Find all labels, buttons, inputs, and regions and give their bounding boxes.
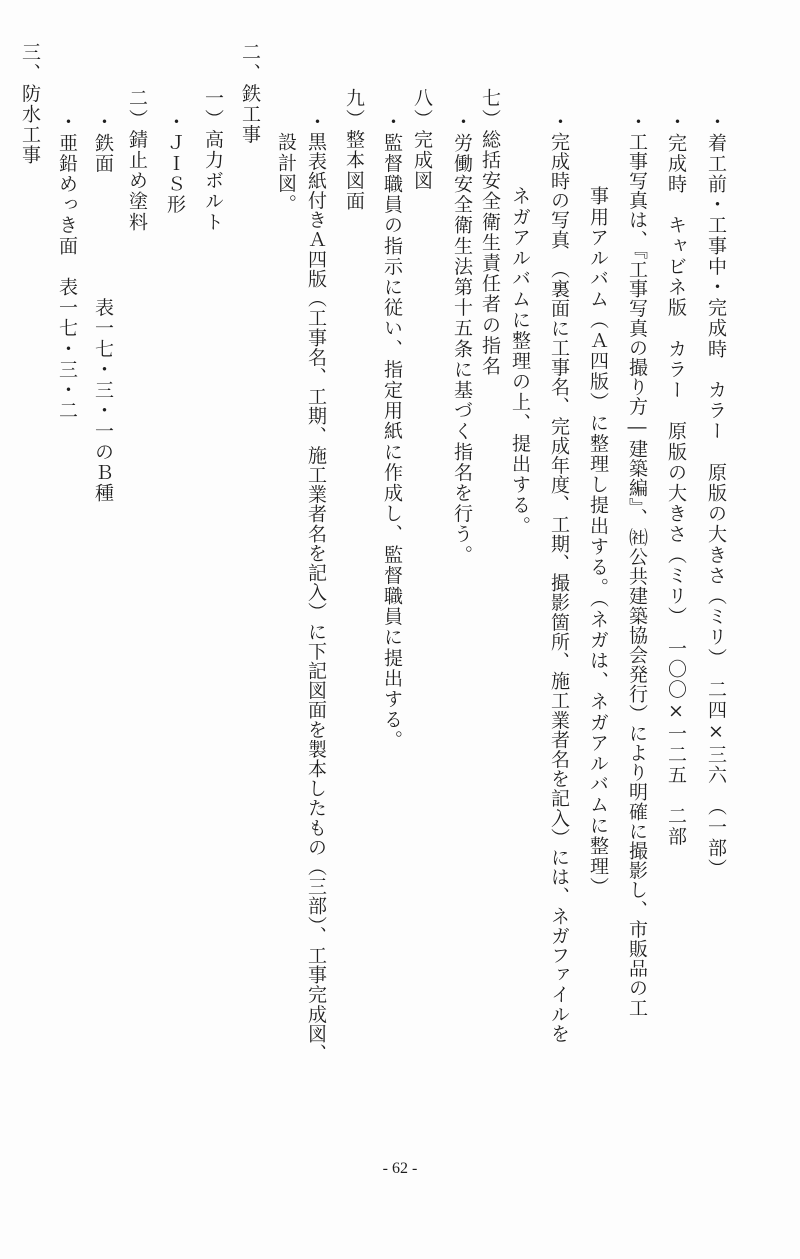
- chapter-heading: 三、防水工事: [19, 42, 41, 166]
- text-column: ・完成時 キャビネ版 カラー 原版の大きさ（ミリ） 一〇〇×一二五 二部: [665, 112, 687, 848]
- text-column: 事用アルバム（Ａ四版）に整理し提出する。（ネガは、ネガアルバムに整理）: [587, 186, 609, 898]
- chapter-heading: 二、鉄工事: [239, 42, 261, 145]
- section-heading: 二）錆止め塗料: [126, 88, 148, 233]
- text-column: ・ＪＩＳ形: [164, 112, 186, 215]
- text-column: ・亜鉛めっき面 表一七・三・二: [56, 112, 78, 421]
- section-heading: 一）高力ボルト: [202, 88, 224, 233]
- section-heading: 七）総括安全衛生責任者の指名: [479, 88, 501, 377]
- text-column: ・工事写真は、『工事写真の撮り方―建築編』、㈳公共建築協会発行）により明確に撮影し、市販品の工: [626, 112, 648, 1018]
- section-heading: 八）完成図: [411, 88, 433, 191]
- text-column: 設計図。: [275, 132, 297, 215]
- text-column: ・労働安全衛生法第十五条に基づく指名を行う。: [451, 112, 473, 566]
- section-heading: 九）整本図面: [343, 88, 365, 212]
- text-column: ネガアルバムに整理の上、提出する。: [509, 186, 531, 537]
- text-column: ・鉄面 表一七・三・一のＢ種: [92, 112, 114, 504]
- text-column: ・完成時の写真 （裏面に工事名、完成年度、工期、撮影箇所、施工業者名を記入）には、ネガファイルを: [548, 112, 570, 1044]
- text-column: ・監督職員の指示に従い、指定用紙に作成し、監督職員に提出する。: [381, 112, 403, 751]
- text-column: ・黒表紙付きＡ四版（工事名、工期、施工業者名を記入）に下記図面を製本したもの（三部）、工事完成図、: [305, 112, 327, 1063]
- page-number: - 62 -: [382, 1160, 418, 1177]
- text-column: ・着工前・工事中・完成時 カラー 原版の大きさ（ミリ） 二四×三六 （一部）: [705, 112, 727, 879]
